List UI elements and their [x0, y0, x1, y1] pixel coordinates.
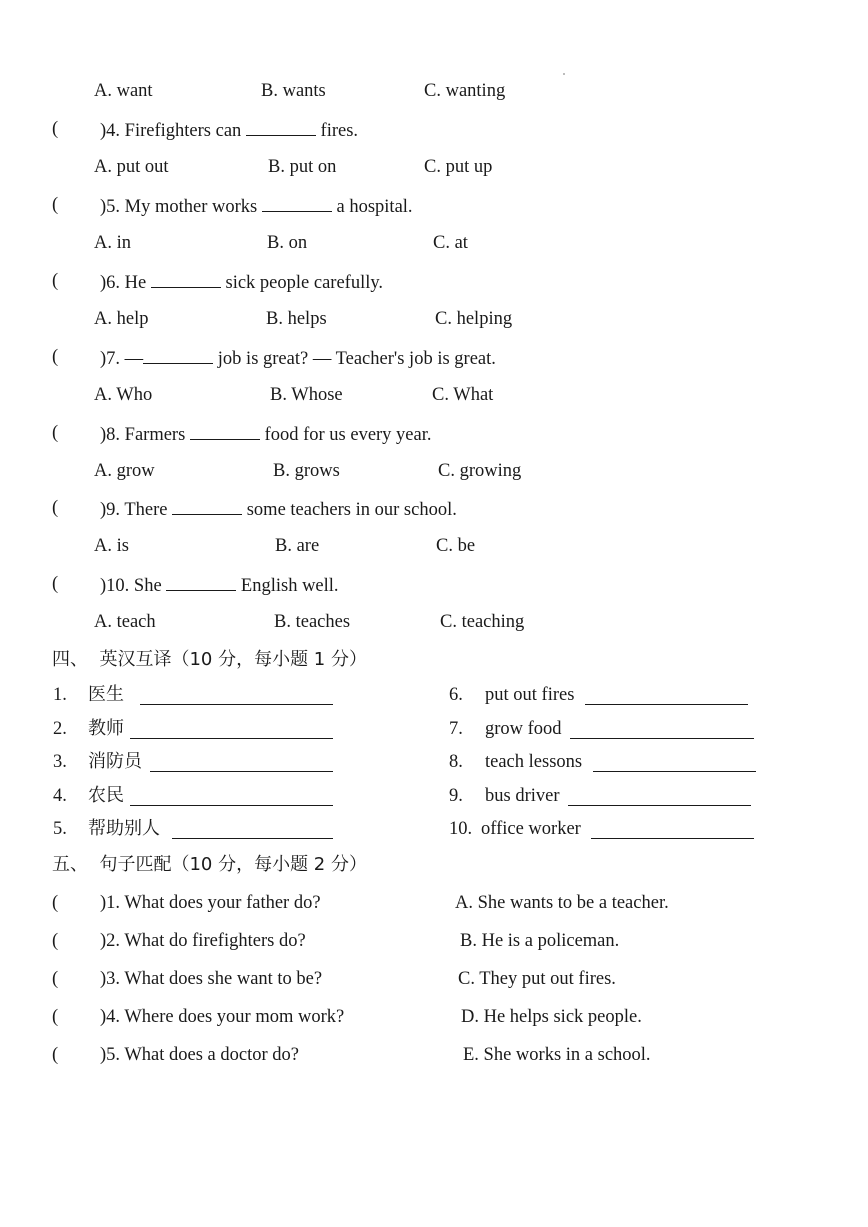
s4-answer-line-9[interactable] [568, 805, 751, 806]
s4-word-1: 医生 [88, 684, 124, 705]
s4-num-3: 3. [53, 752, 67, 772]
s5-question-5: )5. What does a doctor do? [100, 1045, 299, 1065]
q5-stem: )5. My mother works a hospital. [100, 194, 413, 218]
q9-blank[interactable] [172, 497, 242, 515]
q6-paren: ( [52, 271, 59, 291]
q5-paren: ( [52, 195, 59, 215]
q3-option-c: C. wanting [424, 81, 506, 101]
s4-num-9: 9. [449, 786, 463, 806]
s4-answer-line-10[interactable] [591, 838, 754, 839]
q4-stem: )4. Firefighters can fires. [100, 118, 358, 142]
s5-paren-3: ( [52, 969, 59, 989]
q3-option-b: B. wants [261, 81, 326, 101]
s4-word-8: teach lessons [485, 752, 583, 772]
q10-option-c: C. teaching [440, 612, 525, 632]
q8-paren: ( [52, 423, 59, 443]
s5-question-3: )3. What does she want to be? [100, 969, 323, 989]
s4-word-10: office worker [481, 819, 581, 839]
q8-blank[interactable] [190, 422, 260, 440]
q8-stem: )8. Farmers food for us every year. [100, 422, 432, 446]
s4-answer-line-3[interactable] [150, 771, 333, 772]
section4-title: 四、 英汉互译（10 分，每小题 1 分） [52, 649, 367, 670]
s5-question-1: )1. What does your father do? [100, 893, 321, 913]
q4-paren: ( [52, 119, 59, 139]
q4-option-b: B. put on [268, 157, 337, 177]
s4-num-4: 4. [53, 786, 67, 806]
s4-word-2: 教师 [88, 718, 124, 739]
s5-paren-4: ( [52, 1007, 59, 1027]
q4-option-c: C. put up [424, 157, 493, 177]
q6-option-c: C. helping [435, 309, 513, 329]
scan-speck [563, 73, 565, 75]
s4-word-3: 消防员 [88, 751, 142, 772]
q9-paren: ( [52, 498, 59, 518]
q7-stem: )7. — job is great? — Teacher's job is great. [100, 346, 496, 370]
s4-answer-line-4[interactable] [130, 805, 333, 806]
s4-answer-line-2[interactable] [130, 738, 333, 739]
q5-option-a: A. in [94, 233, 131, 253]
s5-paren-5: ( [52, 1045, 59, 1065]
q10-option-a: A. teach [94, 612, 156, 632]
q6-option-b: B. helps [266, 309, 327, 329]
q4-option-a: A. put out [94, 157, 169, 177]
q5-option-b: B. on [267, 233, 308, 253]
s5-question-2: )2. What do firefighters do? [100, 931, 306, 951]
s4-word-7: grow food [485, 719, 562, 739]
q6-blank[interactable] [151, 270, 221, 288]
q4-blank[interactable] [246, 118, 316, 136]
s4-num-8: 8. [449, 752, 463, 772]
s4-num-5: 5. [53, 819, 67, 839]
s4-word-9: bus driver [485, 786, 560, 806]
s5-paren-2: ( [52, 931, 59, 951]
q6-option-a: A. help [94, 309, 149, 329]
q8-option-a: A. grow [94, 461, 155, 481]
q9-option-b: B. are [275, 536, 320, 556]
s5-answer-e: E. She works in a school. [463, 1045, 651, 1065]
q7-option-a: A. Who [94, 385, 153, 405]
s4-answer-line-5[interactable] [172, 838, 333, 839]
s4-num-10: 10. [449, 819, 473, 839]
s4-num-6: 6. [449, 685, 463, 705]
s4-num-2: 2. [53, 719, 67, 739]
s5-paren-1: ( [52, 893, 59, 913]
q10-blank[interactable] [166, 573, 236, 591]
q9-option-c: C. be [436, 536, 476, 556]
q6-stem: )6. He sick people carefully. [100, 270, 383, 294]
s4-answer-line-8[interactable] [593, 771, 756, 772]
s5-answer-c: C. They put out fires. [458, 969, 616, 989]
s4-num-1: 1. [53, 685, 67, 705]
q10-stem: )10. She English well. [100, 573, 339, 597]
q9-stem: )9. There some teachers in our school. [100, 497, 457, 521]
s4-answer-line-6[interactable] [585, 704, 748, 705]
q7-paren: ( [52, 347, 59, 367]
q10-option-b: B. teaches [274, 612, 351, 632]
q5-blank[interactable] [262, 194, 332, 212]
s5-answer-d: D. He helps sick people. [461, 1007, 642, 1027]
q8-option-c: C. growing [438, 461, 522, 481]
s5-answer-b: B. He is a policeman. [460, 931, 620, 951]
s4-answer-line-7[interactable] [570, 738, 754, 739]
q10-paren: ( [52, 574, 59, 594]
s4-word-6: put out fires [485, 685, 575, 705]
q9-option-a: A. is [94, 536, 129, 556]
q7-option-c: C. What [432, 385, 494, 405]
section5-title: 五、 句子匹配（10 分，每小题 2 分） [52, 854, 367, 875]
s4-answer-line-1[interactable] [140, 704, 333, 705]
q7-blank[interactable] [143, 346, 213, 364]
s5-answer-a: A. She wants to be a teacher. [455, 893, 669, 913]
q5-option-c: C. at [433, 233, 468, 253]
s5-question-4: )4. Where does your mom work? [100, 1007, 345, 1027]
q8-option-b: B. grows [273, 461, 340, 481]
q7-option-b: B. Whose [270, 385, 343, 405]
s4-num-7: 7. [449, 719, 463, 739]
s4-word-4: 农民 [88, 785, 124, 806]
s4-word-5: 帮助别人 [88, 818, 160, 839]
q3-option-a: A. want [94, 81, 153, 101]
